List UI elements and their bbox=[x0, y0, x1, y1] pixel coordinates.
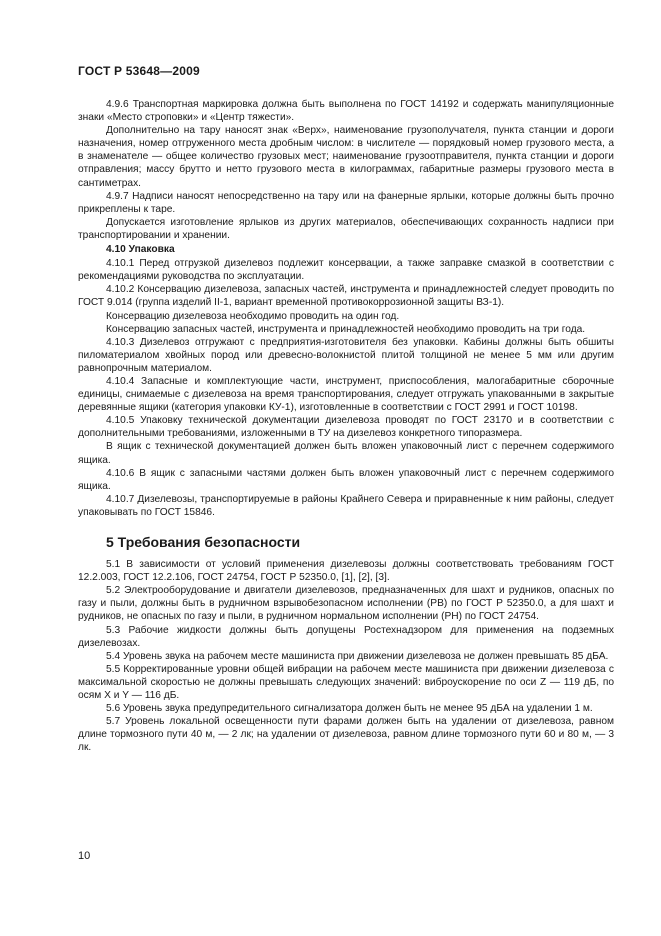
paragraph-labels-materials: Допускается изготовление ярлыков из других материалов, обеспечивающих сохранность надписи при транспортировании и хранении. bbox=[78, 216, 614, 241]
paragraph-5-6: 5.6 Уровень звука предупредительного сигнализатора должен быть не менее 95 дБА на удалении 1 м. bbox=[106, 703, 593, 715]
paragraph-5-1: 5.1 В зависимости от условий применения дизелевозы должны соответствовать требованиям ГОСТ 12.2.003, ГОСТ 12.2.106, ГОСТ 24754, ГОСТ Р 52350.0, [1], [2], [3]. bbox=[78, 559, 614, 584]
paragraph-4-10-3: 4.10.3 Дизелевоз отгружают с предприятия-изготовителя без упаковки. Кабины должны быть обшиты пиломатериалом хвойных пород или древесно-волокнистой плитой толщиной не менее 5 мм или другим равнопрочным материалом. bbox=[78, 336, 614, 374]
paragraph-4-10-5: 4.10.5 Упаковку технической документации дизелевоза проводят по ГОСТ 23170 и в соответствии с дополнительными требованиями, изложенными в ТУ на дизелевоз конкретного типоразмера. bbox=[78, 415, 614, 440]
paragraph-5-2: 5.2 Электрооборудование и двигатели дизелевозов, предназначенных для шахт и рудников, опасных по газу и пыли, должны быть в рудничном взрывобезопасном исполнении (РВ) по ГОСТ Р 52350.0, а для шахт и рудников, не опасных по газу и пыли, в рудничном нормальном исполнении (РН) по ГОСТ 24754. bbox=[78, 585, 614, 623]
paragraph-5-7: 5.7 Уровень локальной освещенности пути фарами должен быть на удалении от дизелевоза, равном длине тормозного пути 40 м, — 2 лк; на удалении от дизелевоза, равном длине тормозного пути 60 и 80 м, — 3 лк. bbox=[78, 716, 614, 754]
paragraph-5-3: 5.3 Рабочие жидкости должны быть допущены Ростехнадзором для применения на подземных дизелевозах. bbox=[78, 624, 614, 649]
paragraph-4-10-1: 4.10.1 Перед отгрузкой дизелевоз подлежит консервации, а также заправке смазкой в соответствии с рекомендациями руководства по эксплуатации. bbox=[78, 258, 614, 283]
paragraph-4-9-6: 4.9.6 Транспортная маркировка должна быть выполнена по ГОСТ 14192 и содержать манипуляционные знаки «Место строповки» и «Центр тяжести». bbox=[78, 99, 614, 124]
paragraph-5-5: 5.5 Корректированные уровни общей вибрации на рабочем месте машиниста при движении дизелевоза с максимальной скоростью не должны превышать следующих значений: виброускорение по оси Z — 119 дБ, по осям X и Y — 116 дБ. bbox=[78, 663, 614, 702]
paragraph-4-10-4: 4.10.4 Запасные и комплектующие части, инструмент, приспособления, малогабаритные сборочные единицы, снимаемые с дизелевоза на время транспортирования, следует отгружать упакованными в закрытые деревянные ящики (категория упаковки КУ-1), изготовленные в соответствии с ГОСТ 2991 и ГОСТ 10198. bbox=[78, 375, 614, 414]
paragraph-5-4: 5.4 Уровень звука на рабочем месте машиниста при движении дизелевоза не должен превышать 85 дБА. bbox=[106, 650, 609, 662]
subsection-title-packaging: 4.10 Упаковка bbox=[106, 244, 175, 256]
section-title-safety: 5 Требования безопасности bbox=[106, 534, 301, 550]
page-number: 10 bbox=[78, 850, 91, 862]
paragraph-documentation-box: В ящик с технической документацией должен быть вложен упаковочный лист с перечнем содержимого ящика. bbox=[78, 441, 614, 466]
standard-header: ГОСТ Р 53648—2009 bbox=[78, 64, 200, 78]
paragraph-4-10-2: 4.10.2 Консервацию дизелевоза, запасных частей, инструмента и принадлежностей следует проводить по ГОСТ 9.014 (группа изделий II-1, вариант временной противокоррозионной защиты ВЗ-1). bbox=[78, 284, 614, 309]
paragraph-4-10-6: 4.10.6 В ящик с запасными частями должен быть вложен упаковочный лист с перечнем содержимого ящика. bbox=[78, 467, 614, 492]
paragraph-conservation-three-years: Консервацию запасных частей, инструмента и принадлежностей необходимо проводить на три года. bbox=[106, 323, 586, 335]
paragraph-conservation-one-year: Консервацию дизелевоза необходимо проводить на один год. bbox=[106, 310, 400, 322]
paragraph-marking-details: Дополнительно на тару наносят знак «Верх», наименование грузополучателя, пункта станции и дороги назначения, номер отгруженного места дробным числом: в числителе — порядковый номер грузового места, а в знаменателе — общее количество грузовых мест; наименование грузоотправителя, пункта станции и дороги отправления; массу брутто и нетто грузового места в килограммах, габаритные размеры грузового места в сантиметрах. bbox=[78, 125, 614, 189]
paragraph-4-10-7: 4.10.7 Дизелевозы, транспортируемые в районы Крайнего Севера и приравненные к ним районы, следует упаковывать по ГОСТ 15846. bbox=[78, 493, 614, 518]
document-body bbox=[78, 98, 614, 755]
paragraph-4-9-7: 4.9.7 Надписи наносят непосредственно на тару или на фанерные ярлыки, которые должны быть прочно прикреплены к таре. bbox=[78, 190, 614, 215]
